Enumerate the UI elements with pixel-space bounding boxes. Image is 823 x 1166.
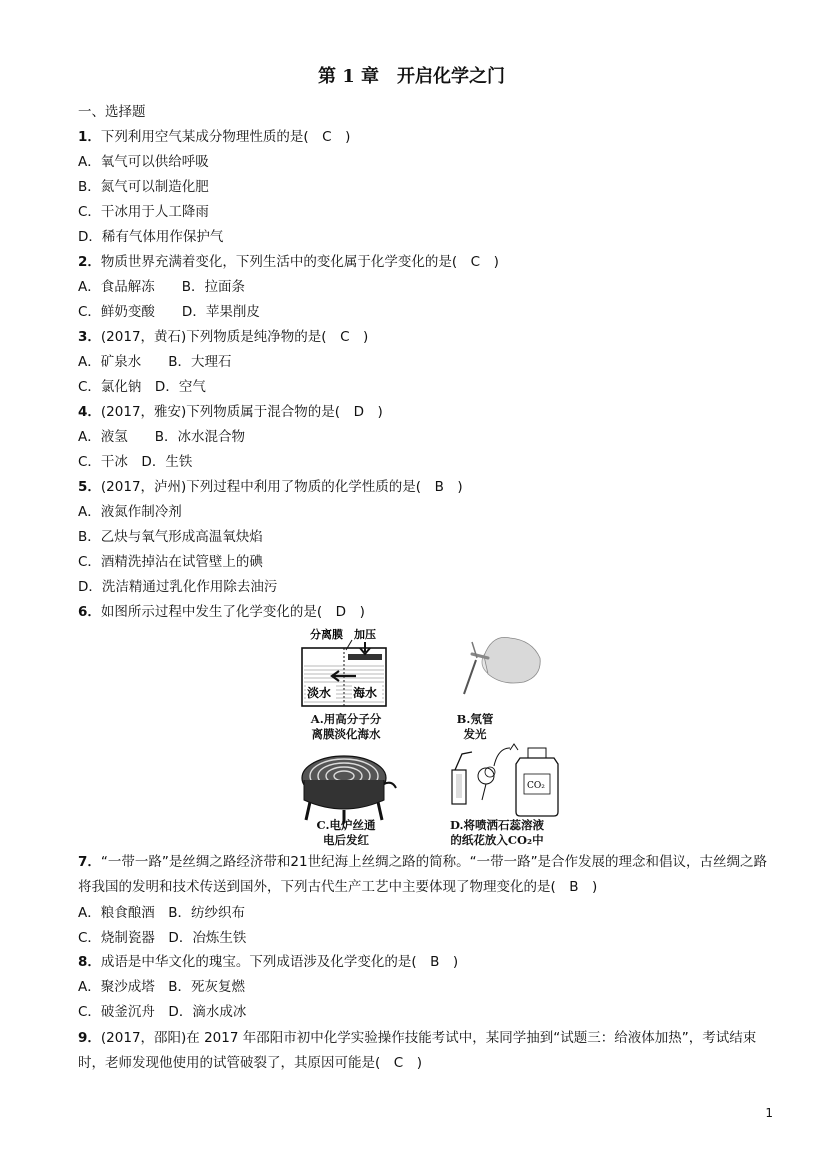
question-stem: 8．成语是中华文化的瑰宝。下列成语涉及化学变化的是( B ) (78, 954, 459, 970)
neon-tube-hand-image (464, 637, 540, 694)
answer-option: D．洗洁精通过乳化作用除去油污 (78, 579, 278, 595)
answer-option: B．乙炔与氧气形成高温氧炔焰 (78, 529, 263, 545)
caption-d: D.将喷洒石蕊溶液 的纸花放入CO₂中 (449, 818, 545, 847)
answer-option: A．食品解冻 B．拉面条 (78, 279, 245, 295)
electric-stove-image (302, 756, 396, 822)
question-7-options-ab: A．粮食酿酒 B．纺纱织布 (78, 905, 245, 921)
question-7-options-cd: C．烧制瓷器 D．冶炼生铁 (78, 930, 247, 946)
sea-water-label: 海水 (353, 686, 378, 700)
answer-option: C．干冰用于人工降雨 (78, 204, 209, 220)
pressure-label: 加压 (354, 628, 376, 641)
caption-c: C.电炉丝通 电后发红 (316, 818, 376, 847)
caption-b: B.氖管 发光 (456, 712, 494, 741)
membrane-tank-diagram (302, 627, 386, 706)
co2-jar-label: CO₂ (527, 781, 545, 791)
question-stem: 5．(2017，泸州)下列过程中利用了物质的化学性质的是( B ) (78, 479, 463, 495)
answer-option: C．干冰 D．生铁 (78, 454, 193, 470)
answer-option: A．聚沙成塔 B．死灰复燃 (78, 979, 245, 995)
membrane-label: 分离膜 (310, 628, 343, 641)
answer-option: B．氮气可以制造化肥 (78, 179, 209, 195)
question-stem: 1．下列利用空气某成分物理性质的是( C ) (78, 129, 351, 145)
page-number: 1 (765, 1106, 773, 1120)
question-stem: 6．如图所示过程中发生了化学变化的是( D ) (78, 604, 365, 620)
question-stem: 2．物质世界充满着变化，下列生活中的变化属于化学变化的是( C ) (78, 254, 499, 270)
question-stem: 4．(2017，雅安)下列物质属于混合物的是( D ) (78, 404, 383, 420)
answer-option: C．鲜奶变酸 D．苹果削皮 (78, 304, 260, 320)
fresh-water-label: 淡水 (307, 686, 332, 700)
question-9: 9．(2017，邵阳)在 2017 年邵阳市初中化学实验操作技能考试中，某同学抽到“试题三：给液体加热”，考试结束时，老师发现他使用的试管破裂了，其原因可能是( C ) (78, 1030, 757, 1071)
answer-option: C．酒精洗掉沾在试管壁上的碘 (78, 554, 263, 570)
caption-a: A.用高分子分 离膜淡化海水 (310, 712, 382, 741)
answer-option: C．氯化钠 D．空气 (78, 379, 206, 395)
answer-option: A．液氮作制冷剂 (78, 504, 182, 520)
section-heading: 一、选择题 (78, 104, 146, 120)
answer-option: A．氧气可以供给呼吸 (78, 154, 209, 170)
page-title: 第 1 章 开启化学之门 (317, 66, 506, 87)
answer-option: D．稀有气体用作保护气 (78, 229, 224, 245)
question-stem: 3．(2017，黄石)下列物质是纯净物的是( C ) (78, 329, 369, 345)
answer-option: A．矿泉水 B．大理石 (78, 354, 232, 370)
answer-option: C．破釜沉舟 D．滴水成冰 (78, 1004, 247, 1020)
question-7: 7．“一带一路”是丝绸之路经济带和21世纪海上丝绸之路的简称。“一带一路”是合作发展的理念和倡议，古丝绸之路将我国的发明和技术传送到国外，下列古代生产工艺中主要体现了物理变化的是( B ) (78, 854, 768, 895)
answer-option: A．液氢 B．冰水混合物 (78, 429, 245, 445)
spray-and-co2-jar-image (452, 744, 558, 816)
